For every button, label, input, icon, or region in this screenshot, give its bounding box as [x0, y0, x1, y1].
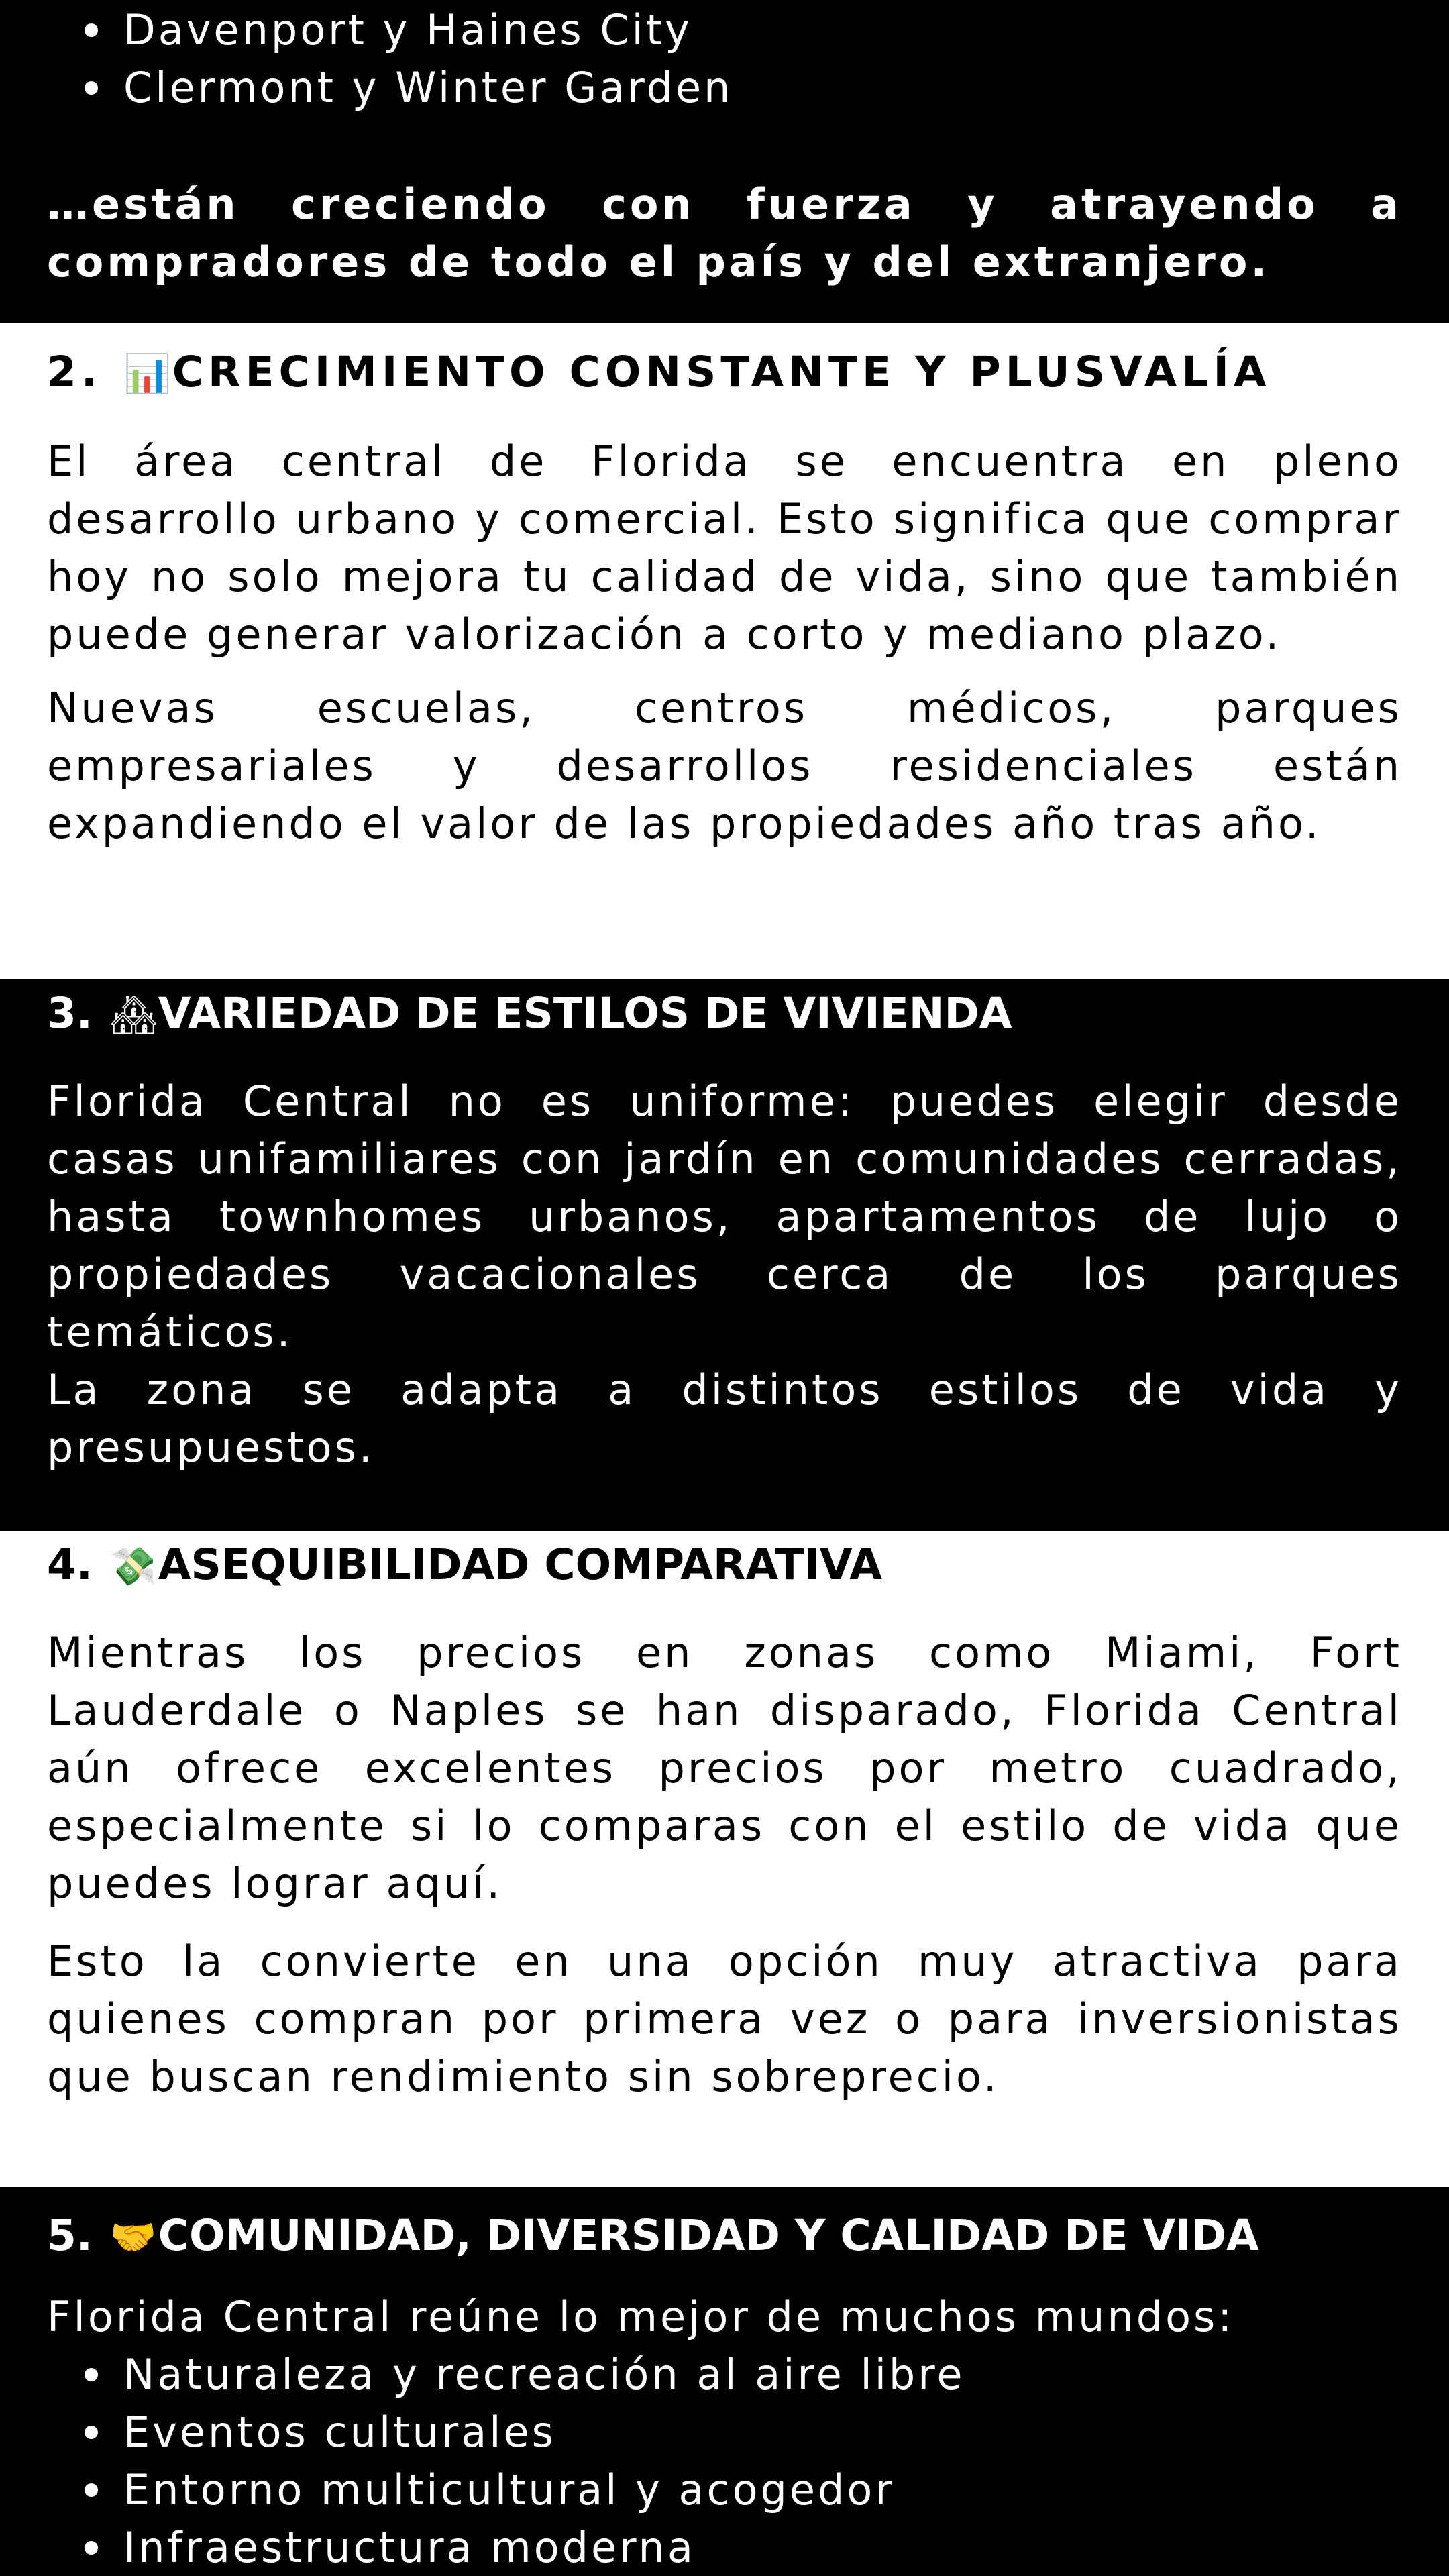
section-asequibilidad: [0, 1531, 1449, 2187]
houses-icon: 🏘: [109, 994, 158, 1037]
bullet-dot: [85, 2426, 98, 2439]
list-item: Eventos culturales: [47, 2404, 1402, 2461]
section-paragraph: Mientras los precios en zonas como Miami, Fort Lauderdale o Naples se han disparado, Florida Central aún ofrece excelentes precios por metro cuadrado, especialmente si lo comparas con el estilo de vida que puedes lograr aquí.: [47, 1628, 1402, 1908]
section-paragraph: Nuevas escuelas, centros médicos, parques empresariales y desarrollos residenciales están expandiendo el valor de las propiedades año tras año.: [47, 684, 1402, 848]
section-comunidad: [0, 2187, 1449, 2576]
intro-closing-text: …están creciendo con fuerza y atrayendo a compradores de todo el país y del extranjero.: [47, 180, 1402, 286]
section-paragraph: La zona se adapta a distintos estilos de vida y presupuestos.: [47, 1365, 1402, 1472]
bullet-dot: [85, 23, 98, 37]
list-item: Clermont y Winter Garden: [47, 59, 1402, 117]
list-item: Infraestructura moderna: [47, 2519, 1402, 2576]
bullet-dot: [85, 2541, 98, 2555]
bullet-dot: [85, 81, 98, 95]
benefits-list: [47, 2346, 1402, 2576]
section-variedad: [0, 979, 1449, 1531]
bullet-dot: [85, 2483, 98, 2497]
city-list: [47, 1, 1402, 117]
section-crecimiento: [0, 323, 1449, 979]
list-item: Naturaleza y recreación al aire libre: [47, 2346, 1402, 2404]
money-with-wings-icon: 💸: [109, 1545, 157, 1589]
list-item: Davenport y Haines City: [47, 1, 1402, 59]
section-paragraph: Florida Central no es uniforme: puedes elegir desde casas unifamiliares con jardín en comunidades cerradas, hasta townhomes urbanos, apartamentos de lujo o propiedades vacacionales cerca de los parques temáticos.: [47, 1077, 1402, 1356]
list-item: Entorno multicultural y acogedor: [47, 2461, 1402, 2519]
intro-section: [0, 0, 1449, 323]
section-paragraph: Esto la convierte en una opción muy atractiva para quienes compran por primera vez o para inversionistas que buscan rendimiento sin sobreprecio.: [47, 1937, 1402, 2101]
section-heading: 5. 🤝COMUNIDAD, DIVERSIDAD Y CALIDAD DE VIDA: [47, 2207, 1402, 2267]
section-intro-text: Florida Central reúne lo mejor de muchos mundos:: [47, 2292, 1235, 2341]
section-heading: 4. 💸ASEQUIBILIDAD COMPARATIVA: [47, 1536, 1402, 1596]
bullet-dot: [85, 2368, 98, 2381]
section-heading: 3. 🏘VARIEDAD DE ESTILOS DE VIVIENDA: [47, 985, 1402, 1044]
handshake-icon: 🤝: [109, 2216, 157, 2259]
section-heading: 2. 📊CRECIMIENTO CONSTANTE Y PLUSVALÍA: [47, 343, 1402, 403]
bar-chart-icon: 📊: [123, 352, 176, 396]
section-paragraph: El área central de Florida se encuentra en pleno desarrollo urbano y comercial. Esto significa que comprar hoy no solo mejora tu calidad de vida, sino que también puede generar valorización a corto y mediano plazo.: [47, 437, 1402, 659]
